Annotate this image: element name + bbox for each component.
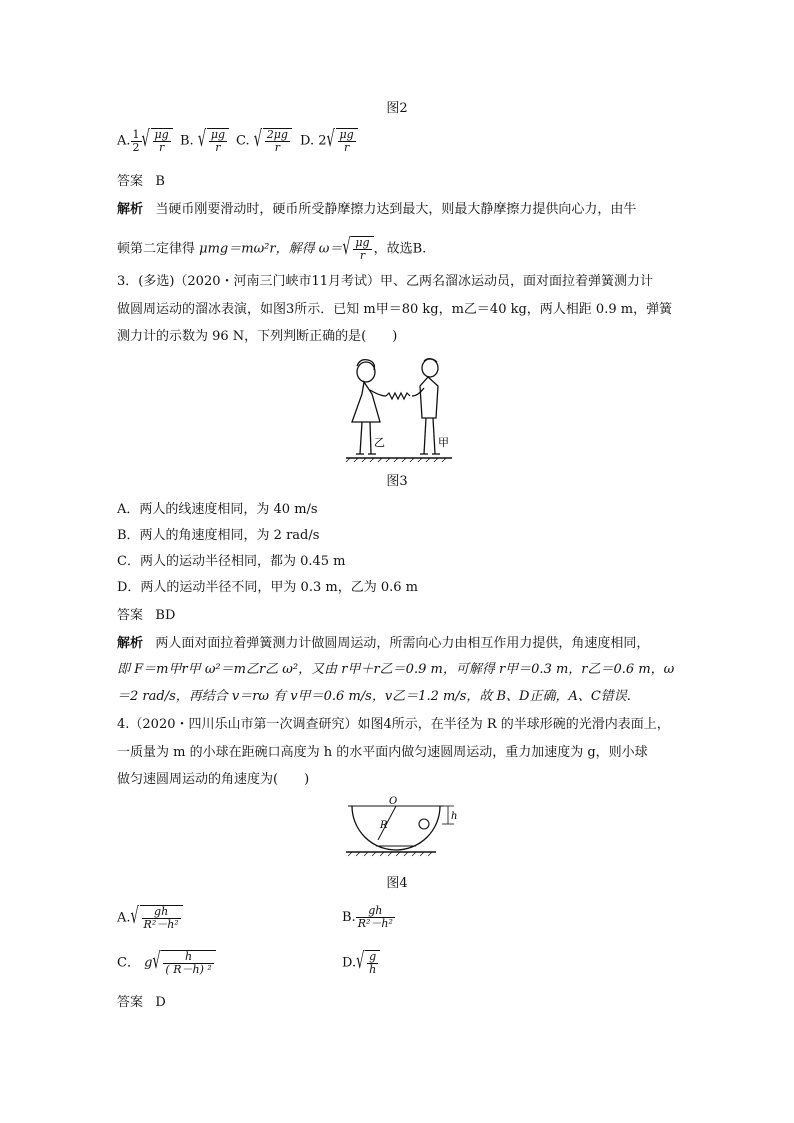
q4-stem-line-3: 做匀速圆周运动的角速度为( )	[117, 772, 310, 787]
figure-4-caption: 图4	[386, 876, 408, 891]
fig4-label-r: R	[380, 820, 388, 831]
q2-option-c: C. √ $\frac{2\mu g}{r}$	[236, 128, 292, 154]
figure-2-caption: 图2	[386, 101, 408, 116]
q3-option-a: A．两人的线速度相同，为 40 m/s	[117, 502, 318, 517]
q3-option-d: D．两人的运动半径不同，甲为 0.3 m，乙为 0.6 m	[117, 580, 418, 595]
fig3-label-jia: 甲	[438, 436, 449, 449]
q4-option-c: C． g √ $\frac{h}{\text{( R－h) ²}}$	[117, 950, 216, 976]
q3-analysis-line-2: 即 F＝m甲r甲 ω²＝m乙r乙 ω²，又由 r甲＋r乙＝0.9 m，可解得 r甲＝0.3 m，r乙＝0.6 m，ω	[117, 662, 675, 677]
q3-analysis-line-1: 解析 两人面对面拉着弹簧测力计做圆周运动，所需向心力由相互作用力提供，角速度相同，	[117, 636, 650, 651]
q4-option-b: B. $\frac{gh}{\text{R²－h²}}$	[342, 904, 393, 930]
q4-stem-line-1: 4.（2020・四川乐山市第一次调查研究）如图4所示，在半径为 R 的半球形碗的光滑内表面上，	[117, 717, 670, 732]
q2-option-a: A. $\frac{1}{2}$ √ $\frac{\mu g}{r}$	[117, 128, 173, 154]
q3-answer: 答案 BD	[117, 608, 176, 623]
fig4-label-o: O	[389, 796, 398, 807]
figure-3-caption: 图3	[386, 474, 408, 489]
q2-option-d: D. 2 √ $\frac{\mu g}{r}$	[300, 128, 358, 154]
q3-stem-line-3: 测力计的示数为 96 N，下列判断正确的是( )	[117, 329, 398, 344]
figure-4-bowl	[344, 796, 464, 858]
fig4-label-h: h	[451, 811, 458, 822]
q3-option-b: B．两人的角速度相同，为 2 rad/s	[117, 528, 320, 543]
q2-analysis-line-2: 顿第二定律得 μmg＝mω²r，解得 ω＝ √ $\frac{\mu g}{r}$ ，故选B.	[117, 236, 426, 262]
q4-option-a: A. √ $\frac{gh}{\text{R²－h²}}$	[117, 905, 183, 931]
fig3-label-yi: 乙	[374, 436, 385, 449]
q2-option-b: B. √ $\frac{\mu g}{r}$	[180, 128, 229, 154]
q3-analysis-line-3: ＝2 rad/s，再结合 v＝rω 有 v甲＝0.6 m/s，v乙＝1.2 m/s，故 B、D正确，A、C错误.	[117, 689, 631, 704]
figure-3-skaters	[340, 356, 460, 464]
q2-analysis-line-1: 解析 当硬币刚要滑动时，硬币所受静摩擦力达到最大，则最大静摩擦力提供向心力，由牛	[117, 202, 637, 217]
q2-answer: 答案 B	[117, 174, 165, 189]
q3-stem-line-1: 3．(多选)（2020・河南三门峡市11月考试）甲、乙两名溜冰运动员，面对面拉着弹簧测力计	[117, 274, 654, 289]
q4-stem-line-2: 一质量为 m 的小球在距碗口高度为 h 的水平面内做匀速圆周运动，重力加速度为 g，则小球	[117, 745, 648, 760]
q4-option-d: D. √ $\frac{g}{h}$	[342, 950, 380, 976]
q3-option-c: C．两人的运动半径相同，都为 0.45 m	[117, 554, 346, 569]
q3-stem-line-2: 做圆周运动的溜冰表演，如图3所示．已知 m甲＝80 kg，m乙＝40 kg，两人相距 0.9 m，弹簧	[117, 302, 673, 317]
q4-answer: 答案 D	[117, 995, 166, 1010]
